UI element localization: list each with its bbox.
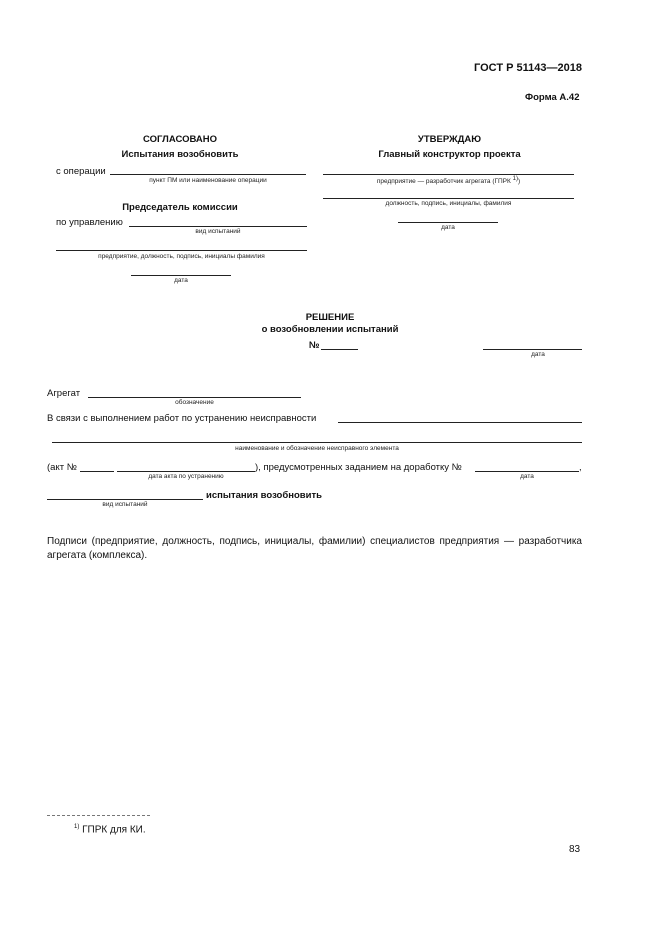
enterprise-field[interactable] [323, 174, 574, 175]
element-caption: наименование и обозначение неисправного элемента [235, 445, 399, 452]
chair-title: Председатель комиссии [122, 202, 238, 213]
resume-caption: вид испытаний [102, 501, 148, 508]
unit-label: Агрегат [47, 388, 81, 399]
footnote-text: ГПРК для КИ. [79, 824, 146, 836]
reason-field[interactable] [338, 422, 582, 423]
form-number: Форма А.42 [525, 92, 580, 103]
standard-number: ГОСТ Р 51143—2018 [474, 62, 582, 74]
decision-number-label: № [309, 340, 320, 351]
approve-subtitle: Главный конструктор проекта [378, 149, 521, 160]
decision-title: РЕШЕНИЕ [305, 312, 355, 323]
reason-text: В связи с выполнением работ по устранению неисправности [47, 413, 317, 424]
right-date-field[interactable] [398, 222, 498, 223]
act-mid: ), предусмотренных заданием на доработку № [255, 462, 462, 473]
resume-type-field[interactable] [47, 499, 203, 500]
signature-field[interactable] [323, 198, 574, 199]
approval-subtitle: Испытания возобновить [121, 149, 239, 160]
approval-title: СОГЛАСОВАНО [143, 134, 217, 145]
footnote-separator [47, 815, 150, 816]
resume-text: испытания возобновить [206, 490, 322, 501]
operation-label: с операции [56, 166, 106, 177]
footnote [74, 824, 146, 835]
footnote-ref: 1) [512, 176, 518, 182]
page-number: 83 [569, 844, 581, 855]
element-field[interactable] [52, 442, 582, 443]
left-date-field[interactable] [131, 275, 231, 276]
signature-caption: должность, подпись, инициалы, фамилия [385, 200, 512, 207]
decision-date-caption: дата [531, 351, 545, 358]
management-field[interactable] [129, 226, 307, 227]
person-caption: предприятие, должность, подпись, инициалы фамилия [98, 253, 265, 260]
act-open: (акт № [47, 462, 77, 473]
approve-title: УТВЕРЖДАЮ [417, 134, 482, 145]
footnote-marker: 1) [74, 824, 80, 830]
act-date-field[interactable] [117, 471, 255, 472]
left-date-caption: дата [174, 277, 188, 284]
act-number-field[interactable] [80, 471, 114, 472]
enterprise-caption: предприятие — разработчик агрегата (ГПРК $^{1)}$) [376, 176, 521, 186]
signatures-note: Подписи (предприятие, должность, подпись, инициалы, фамилии) специалистов предприятия — разработчика агрегата (комплекса). [47, 536, 582, 561]
task-number-field[interactable] [475, 471, 579, 472]
operation-caption: пункт ПМ или наименование операции [149, 177, 267, 184]
decision-subtitle: о возобновлении испытаний [261, 324, 399, 335]
management-label: по управлению [56, 217, 123, 228]
decision-date-field[interactable] [483, 349, 582, 350]
management-caption: вид испытаний [195, 228, 241, 235]
decision-number-field[interactable] [321, 349, 358, 350]
operation-field[interactable] [110, 174, 306, 175]
act-date-caption: дата акта по устранению [148, 473, 224, 480]
unit-caption: обозначение [175, 399, 214, 406]
right-date-caption: дата [441, 224, 455, 231]
task-date-caption: дата [520, 473, 534, 480]
act-end: , [579, 462, 582, 473]
unit-field[interactable] [88, 397, 301, 398]
person-field[interactable] [56, 250, 307, 251]
